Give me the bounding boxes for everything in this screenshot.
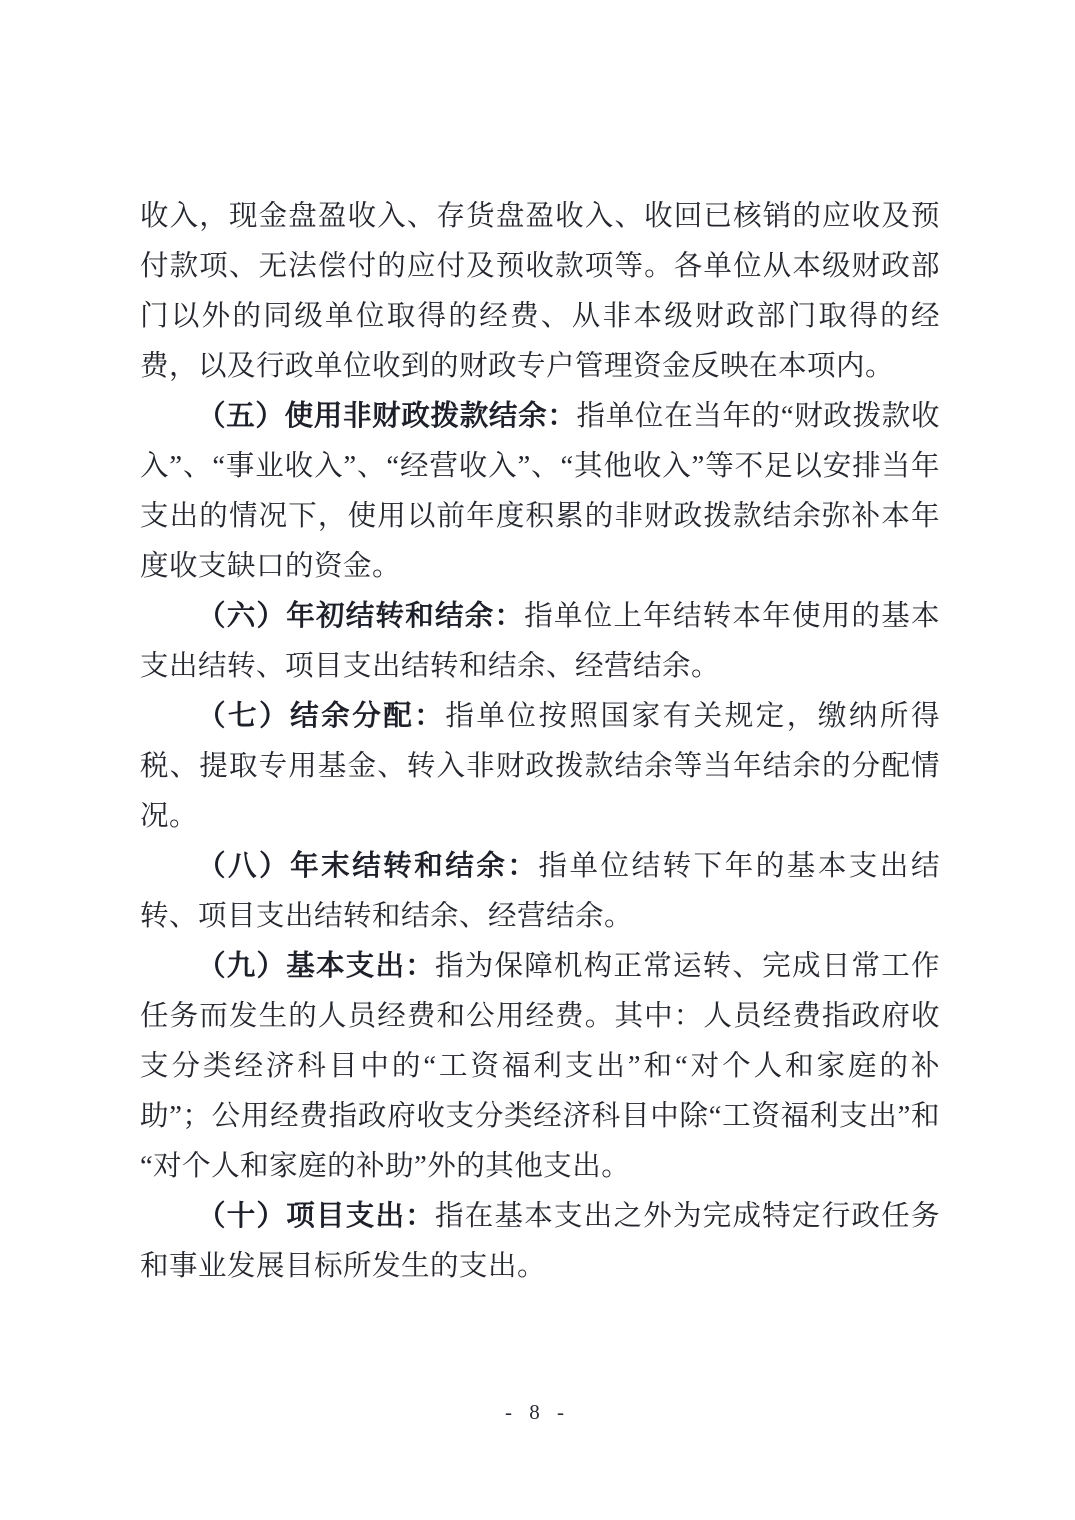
- paragraph-lead: （七）结余分配：: [197, 701, 446, 732]
- paragraph-lead: （八）年末结转和结余：: [197, 851, 539, 882]
- paragraph-body: 指为保障机构正常运转、完成日常工作任务而发生的人员经费和公用经费。其中：人员经费指政府收支分类经济科目中的“工资福利支出”和“对个人和家庭的补助”；公用经费指政府收支分类经济科目中除“工资福利支出”和“对个人和家庭的补助”外的其他支出。: [140, 951, 940, 1182]
- paragraph: [140, 842, 940, 942]
- paragraph: [140, 192, 940, 392]
- paragraph-lead: （九）基本支出：: [197, 951, 435, 982]
- paragraph-body: 指单位在当年的“财政拨款收入”、“事业收入”、“经营收入”、“其他收入”等不足以安排当年支出的情况下，使用以前年度积累的非财政拨款结余弥补本年度收支缺口的资金。: [140, 401, 940, 582]
- paragraph-body: 指单位上年结转本年使用的基本支出结转、项目支出结转和结余、经营结余。: [140, 601, 940, 682]
- paragraph-lead: （五）使用非财政拨款结余：: [197, 401, 577, 432]
- paragraph-body: 收入，现金盘盈收入、存货盘盈收入、收回已核销的应收及预付款项、无法偿付的应付及预收款项等。各单位从本级财政部门以外的同级单位取得的经费、从非本级财政部门取得的经费，以及行政单位收到的财政专户管理资金反映在本项内。: [140, 201, 940, 382]
- paragraph: [140, 592, 940, 692]
- paragraph-body: 指单位按照国家有关规定，缴纳所得税、提取专用基金、转入非财政拨款结余等当年结余的分配情况。: [140, 701, 940, 832]
- paragraph: [140, 692, 940, 842]
- paragraph: [140, 392, 940, 592]
- paragraph-body: 指在基本支出之外为完成特定行政任务和事业发展目标所发生的支出。: [140, 1201, 940, 1282]
- document-body: [140, 192, 940, 1292]
- paragraph: [140, 942, 940, 1192]
- page-number: - 8 -: [505, 1400, 570, 1424]
- paragraph-body: 指单位结转下年的基本支出结转、项目支出结转和结余、经营结余。: [140, 851, 940, 932]
- paragraph-lead: （十）项目支出：: [197, 1201, 435, 1232]
- paragraph: [140, 1192, 940, 1292]
- paragraph-lead: （六）年初结转和结余：: [197, 601, 525, 632]
